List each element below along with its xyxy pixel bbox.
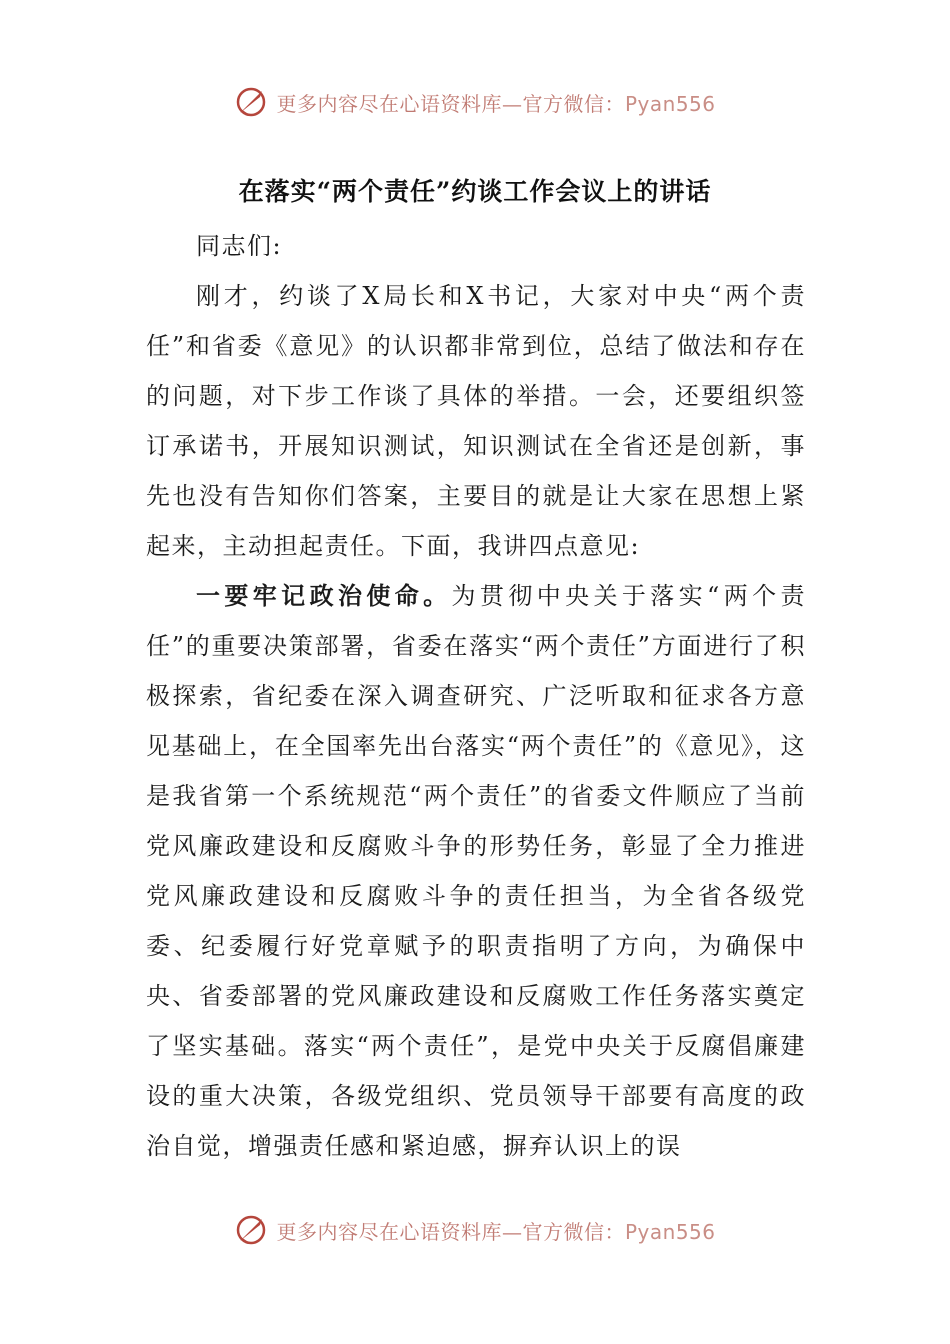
salutation: 同志们: — [196, 232, 283, 260]
footer-watermark-banner — [0, 1210, 950, 1250]
document-body — [146, 221, 806, 1171]
quill-logo-icon — [234, 85, 268, 119]
point-1-heading: 一要牢记政治使命。 — [196, 581, 452, 610]
paragraph-intro: 刚才，约谈了X局长和X书记，大家对中央“两个责任”和省委《意见》的认识都非常到位，总结了做法和存在的问题，对下步工作谈了具体的举措。一会，还要组织签订承诺书，开展知识测试，知识测试在全省还是创新，事先也没有告知你们答案，主要目的就是让大家在思想上紧起来，主动担起责任。下面，我讲四点意见: — [146, 282, 806, 560]
document-title: 在落实“两个责任”约谈工作会议上的讲话 — [238, 177, 712, 206]
quill-logo-icon — [234, 1213, 268, 1247]
point-1-text: 为贯彻中央关于落实“两个责任”的重要决策部署，省委在落实“两个责任”方面进行了积极探索，省纪委在深入调查研究、广泛听取和征求各方意见基础上，在全国率先出台落实“两个责任”的《意见》，这是我省第一个系统规范“两个责任”的省委文件顺应了当前党风廉政建设和反腐败斗争的形势任务，彰显了全力推进党风廉政建设和反腐败斗争的责任担当，为全省各级党委、纪委履行好党章赋予的职责指明了方向，为确保中央、省委部署的党风廉政建设和反腐败工作任务落实奠定了坚实基础。落实“两个责任”，是党中央关于反腐倡廉建设的重大决策，各级党组织、党员领导干部要有高度的政治自觉，增强责任感和紧迫感，摒弃认识上的误 — [146, 582, 806, 1160]
wechat-id: Pyan556 — [624, 1219, 716, 1244]
watermark-text: 更多内容尽在心语资料库—官方微信：Pyan556 — [276, 1219, 716, 1244]
paragraph-point-1 — [146, 571, 806, 1171]
header-watermark-banner — [0, 82, 950, 122]
wechat-id: Pyan556 — [624, 91, 716, 116]
watermark-text: 更多内容尽在心语资料库—官方微信：Pyan556 — [276, 91, 716, 116]
